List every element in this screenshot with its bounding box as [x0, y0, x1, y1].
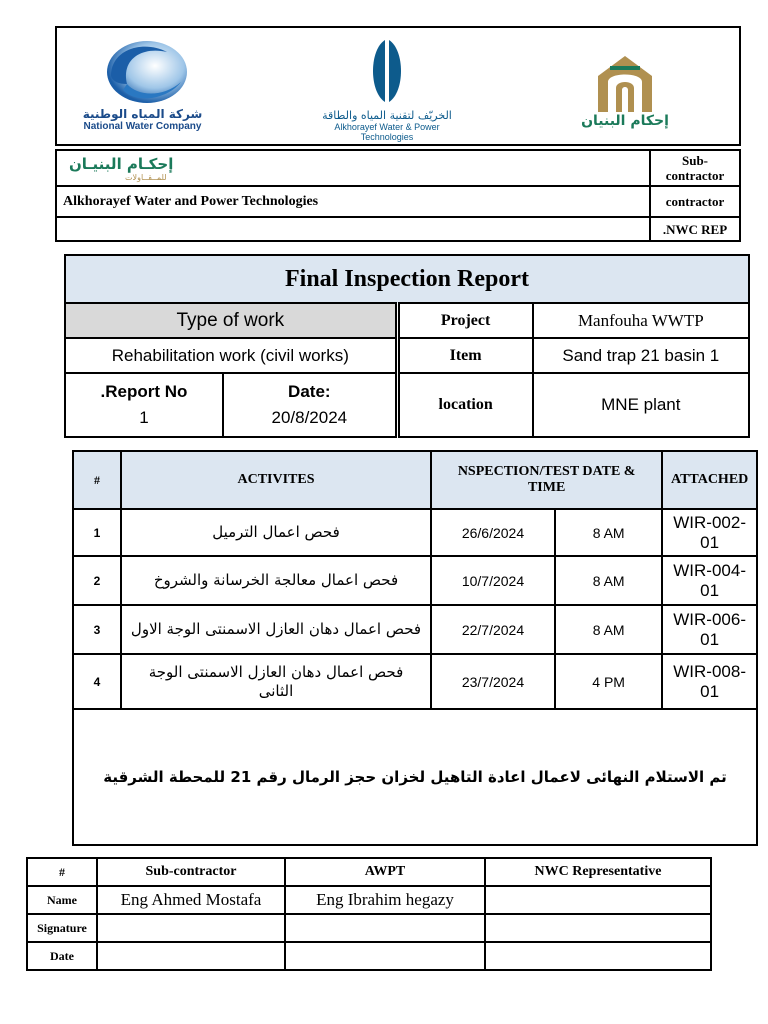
name-row-label: Name	[27, 886, 97, 914]
awt-english-name: Alkhorayef Water & Power Technologies	[334, 122, 440, 142]
report-no-label: .Report No	[100, 382, 188, 401]
row-time: 4 PM	[555, 654, 662, 709]
signature-row-label: Signature	[27, 914, 97, 942]
sig-awpt-header: AWPT	[285, 858, 485, 886]
table-row	[73, 509, 757, 556]
nwc-rep-value	[56, 217, 650, 241]
nwc-arabic-name: شركة المياه الوطنية	[82, 107, 203, 121]
subcontractor-logo-subtext: للمــقــاولات	[125, 172, 167, 182]
item-label: Item	[397, 338, 533, 373]
ihkam-arabic-name: إحكام البنيان	[581, 113, 669, 129]
awpt-signature	[285, 914, 485, 942]
contractor-label: contractor	[650, 186, 740, 217]
ihkam-logo	[565, 54, 685, 129]
report-no-cell	[65, 373, 223, 437]
col-attached-header: ATTACHED	[662, 451, 757, 509]
contractor-row	[56, 186, 740, 217]
date-row-label: Date	[27, 942, 97, 970]
sig-sub-header: Sub-contractor	[97, 858, 285, 886]
row-activity: فحص اعمال معالجة الخرسانة والشروخ	[121, 556, 431, 605]
nwc-date	[485, 942, 711, 970]
activities-table	[72, 450, 758, 846]
sig-num-header: #	[27, 858, 97, 886]
nwc-english-name: National Water Company	[83, 121, 202, 132]
row-num: 2	[73, 556, 121, 605]
awt-emblem-icon	[363, 38, 411, 104]
sub-date	[97, 942, 285, 970]
table-row	[73, 556, 757, 605]
parties-table	[55, 149, 741, 242]
sig-nwc-header: NWC Representative	[485, 858, 711, 886]
row-activity: فحص اعمال دهان العازل الاسمنتى الوجة الاول	[121, 605, 431, 654]
sub-name: Eng Ahmed Mostafa	[97, 886, 285, 914]
sub-signature	[97, 914, 285, 942]
nwc-rep-row	[56, 217, 740, 241]
type-of-work-value: Rehabilitation work (civil works)	[65, 338, 397, 373]
row-attached: WIR-002-01	[662, 509, 757, 556]
row-time: 8 AM	[555, 509, 662, 556]
nwc-name	[485, 886, 711, 914]
col-num-header: #	[73, 451, 121, 509]
col-datetime-header: NSPECTION/TEST DATE & TIME	[431, 451, 662, 509]
row-time: 8 AM	[555, 605, 662, 654]
location-value: MNE plant	[533, 373, 749, 437]
subcontractor-logo-text: إحكـام البنيـان	[69, 154, 174, 173]
table-row	[73, 605, 757, 654]
contractor-value: Alkhorayef Water and Power Technologies	[56, 186, 650, 217]
signature-table	[26, 857, 712, 971]
subcontractor-label: Sub-contractor	[650, 150, 740, 186]
report-info-table	[64, 254, 750, 438]
nwc-logo	[75, 38, 210, 132]
awpt-name: Eng Ibrahim hegazy	[285, 886, 485, 914]
final-acceptance-note: تم الاستلام النهائى لاعمال اعادة التاهيل لخزان حجز الرمال رقم 21 للمحطة الشرقية	[73, 709, 757, 845]
project-value: Manfouha WWTP	[533, 303, 749, 338]
row-num: 1	[73, 509, 121, 556]
row-date: 23/7/2024	[431, 654, 555, 709]
nwc-emblem-icon	[97, 38, 189, 108]
subcontractor-logo-cell	[56, 150, 650, 186]
awt-arabic-name: الخريّف لتقنية المياه والطاقة	[322, 109, 452, 122]
row-date: 26/6/2024	[431, 509, 555, 556]
row-num: 3	[73, 605, 121, 654]
date-value: 20/8/2024	[271, 408, 348, 427]
col-activity-header: ACTIVITES	[121, 451, 431, 509]
row-num: 4	[73, 654, 121, 709]
project-label: Project	[397, 303, 533, 338]
row-attached: WIR-004-01	[662, 556, 757, 605]
item-value: Sand trap 21 basin 1	[533, 338, 749, 373]
date-cell	[223, 373, 397, 437]
report-title: Final Inspection Report	[65, 255, 749, 303]
report-no-value: 1	[139, 408, 149, 427]
ihkam-emblem-icon	[590, 54, 660, 112]
location-label: location	[397, 373, 533, 437]
awpt-date	[285, 942, 485, 970]
row-time: 8 AM	[555, 556, 662, 605]
logo-header	[55, 26, 741, 146]
row-date: 10/7/2024	[431, 556, 555, 605]
nwc-signature	[485, 914, 711, 942]
type-of-work-label: Type of work	[65, 303, 397, 338]
subcontractor-row	[56, 150, 740, 186]
date-label: Date:	[288, 382, 331, 401]
row-activity: فحص اعمال دهان العازل الاسمنتى الوجة الثانى	[121, 654, 431, 709]
table-row	[73, 654, 757, 709]
row-attached: WIR-008-01	[662, 654, 757, 709]
row-attached: WIR-006-01	[662, 605, 757, 654]
nwc-rep-label: .NWC REP	[650, 217, 740, 241]
row-activity: فحص اعمال الترميل	[121, 509, 431, 556]
row-date: 22/7/2024	[431, 605, 555, 654]
awt-logo	[312, 38, 462, 142]
